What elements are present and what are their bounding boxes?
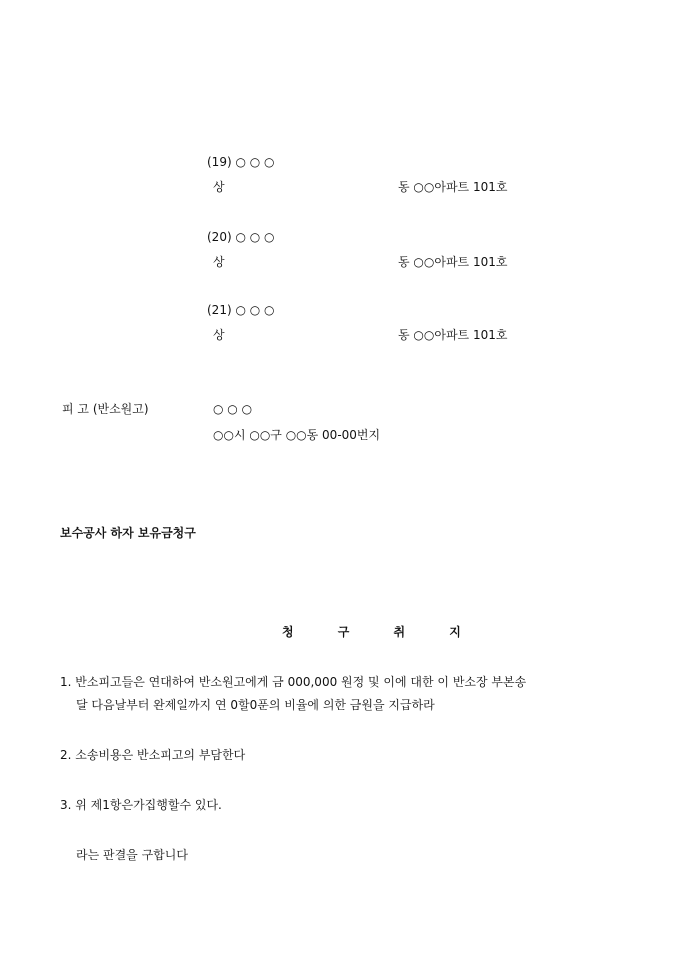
party-20-name: (20) ○ ○ ○ [207,230,275,244]
claim-item-1-line-2: 달 다음날부터 완제일까지 연 0할0푼의 비율에 의한 금원을 지급하라 [76,698,435,712]
defendant-name: ○ ○ ○ [213,402,253,416]
party-20-address-right: 동 ○○아파트 101호 [398,255,508,269]
party-19-name: (19) ○ ○ ○ [207,155,275,169]
defendant-address: ○○시 ○○구 ○○동 00-00번지 [213,428,381,442]
party-21-name: (21) ○ ○ ○ [207,303,275,317]
defendant-role-label: 피 고 (반소원고) [62,402,149,416]
claim-item-3: 3. 위 제1항은가집행할수 있다. [60,798,222,812]
party-19-address-left: 상 [213,180,225,194]
claim-heading: 청 구 취 지 [282,625,481,639]
closing-statement: 라는 판결을 구합니다 [76,848,188,862]
party-20-address-left: 상 [213,255,225,269]
party-19-address-right: 동 ○○아파트 101호 [398,180,508,194]
party-21-address-left: 상 [213,328,225,342]
case-title: 보수공사 하자 보유금청구 [60,526,196,540]
claim-item-2: 2. 소송비용은 반소피고의 부담한다 [60,748,246,762]
claim-item-1-line-1: 1. 반소피고들은 연대하여 반소원고에게 금 000,000 원정 및 이에 대한 이 반소장 부본송 [60,675,527,689]
party-21-address-right: 동 ○○아파트 101호 [398,328,508,342]
